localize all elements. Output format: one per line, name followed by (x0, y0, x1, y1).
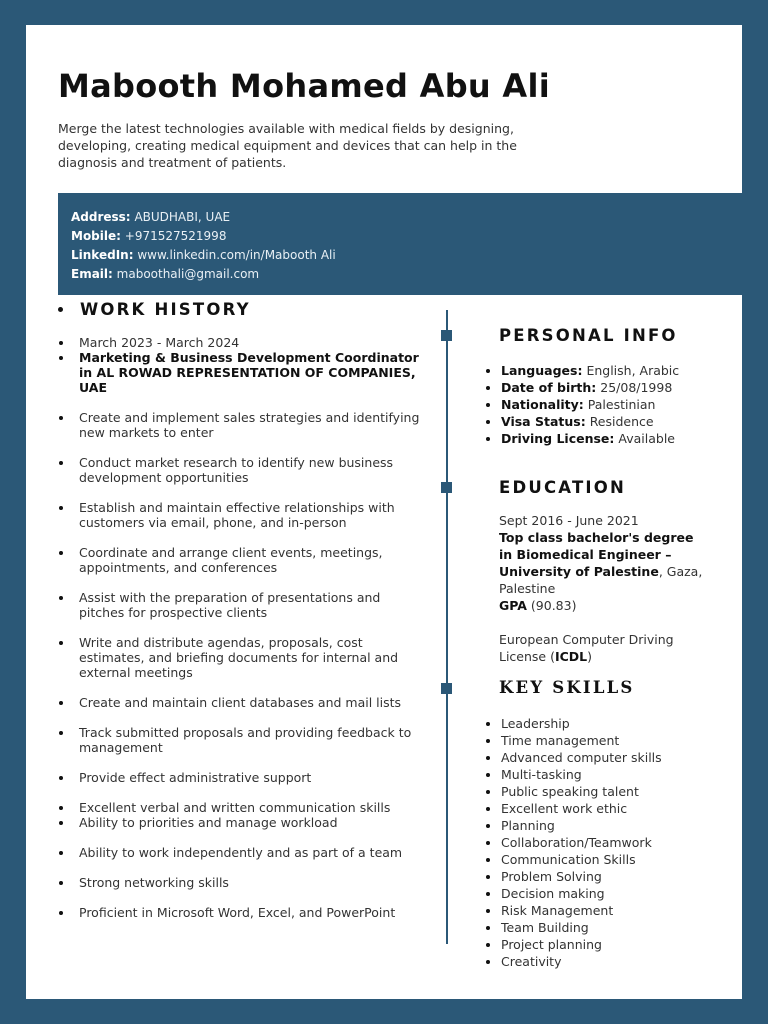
contact-value: ABUDHABI, UAE (134, 210, 231, 224)
timeline-line (446, 310, 448, 944)
linkedin-link[interactable]: www.linkedin.com/in/Mabooth Ali (137, 248, 336, 262)
skill-item: Communication Skills (473, 851, 703, 868)
education-section (473, 478, 703, 665)
email-link[interactable]: maboothali@gmail.com (116, 267, 260, 281)
skill-item: Collaboration/Teamwork (473, 834, 703, 851)
personal-info-label: Nationality: (501, 397, 584, 412)
skill-item: Advanced computer skills (473, 749, 703, 766)
work-history-item: Track submitted proposals and providing feedback to management (58, 725, 420, 755)
work-history-item: Marketing & Business Development Coordinator in AL ROWAD REPRESENTATION OF COMPANIES, UAE (58, 350, 420, 395)
section-marker-icon (441, 330, 452, 341)
skill-item: Leadership (473, 715, 703, 732)
cert-prefix: European Computer Driving License ( (499, 632, 674, 664)
cert-suffix: ) (587, 649, 593, 664)
work-history-item: Establish and maintain effective relationships with customers via email, phone, and in-person (58, 500, 420, 530)
contact-linkedin (71, 246, 742, 265)
full-name: Mabooth Mohamed Abu Ali (58, 67, 551, 105)
personal-info-item (473, 379, 703, 396)
personal-info-item (473, 430, 703, 447)
bullet-icon (58, 307, 63, 312)
work-history-item: Ability to work independently and as part of a team (58, 845, 420, 860)
key-skills-list (473, 715, 703, 970)
skill-item: Creativity (473, 953, 703, 970)
work-history-list (58, 335, 420, 920)
skill-item: Planning (473, 817, 703, 834)
personal-info-value: English, Arabic (586, 363, 680, 378)
skill-item: Risk Management (473, 902, 703, 919)
section-marker-icon (441, 482, 452, 493)
section-marker-icon (441, 683, 452, 694)
personal-info-value: Residence (589, 414, 654, 429)
contact-address (71, 208, 742, 227)
contact-label: Mobile: (71, 229, 121, 243)
personal-info-value: Palestinian (587, 397, 656, 412)
work-history-item: Conduct market research to identify new business development opportunities (58, 455, 420, 485)
work-history-heading (58, 300, 420, 319)
skill-item: Multi-tasking (473, 766, 703, 783)
skill-item: Team Building (473, 919, 703, 936)
work-history-item: Create and implement sales strategies and identifying new markets to enter (58, 410, 420, 440)
skill-item: Problem Solving (473, 868, 703, 885)
contact-band (58, 193, 742, 295)
work-history-title: WORK HISTORY (80, 300, 251, 319)
contact-label: Email: (71, 267, 113, 281)
work-history-item: Create and maintain client databases and mail lists (58, 695, 420, 710)
skill-item: Excellent work ethic (473, 800, 703, 817)
gpa-label: GPA (499, 598, 527, 613)
personal-info-item (473, 396, 703, 413)
skill-item: Public speaking talent (473, 783, 703, 800)
work-history-item: Excellent verbal and written communication skills (58, 800, 420, 815)
work-history-item: Provide effect administrative support (58, 770, 420, 785)
skill-item: Decision making (473, 885, 703, 902)
personal-info-item (473, 413, 703, 430)
personal-info-label: Visa Status: (501, 414, 586, 429)
contact-label: Address: (71, 210, 131, 224)
gpa-value: (90.83) (526, 598, 577, 613)
personal-info-section (473, 326, 703, 447)
personal-info-value: Available (618, 431, 675, 446)
education-location: , Gaza, Palestine (499, 564, 703, 596)
cert-name: ICDL (554, 649, 588, 664)
personal-info-title: PERSONAL INFO (499, 326, 678, 345)
work-history-section (58, 300, 420, 920)
education-degree-line (499, 529, 709, 597)
personal-info-label: Driving License: (501, 431, 615, 446)
personal-info-value: 25/08/1998 (600, 380, 673, 395)
education-dates: Sept 2016 - June 2021 (499, 513, 639, 528)
work-history-item: Strong networking skills (58, 875, 420, 890)
contact-mobile (71, 227, 742, 246)
work-history-item: Assist with the preparation of presentations and pitches for prospective clients (58, 590, 420, 620)
education-degree: Top class bachelor's degree in Biomedical Engineer – University of Palestine (499, 530, 694, 579)
work-history-item: March 2023 - March 2024 (58, 335, 420, 350)
summary: Merge the latest technologies available with medical fields by designing, developing, creating medical equipment and devices that can help in the diagnosis and treatment of patients. (58, 121, 517, 170)
personal-info-item (473, 362, 703, 379)
key-skills-title: KEY SKILLS (499, 678, 635, 697)
work-history-item: Proficient in Microsoft Word, Excel, and PowerPoint (58, 905, 420, 920)
personal-info-list (473, 362, 703, 447)
certification (499, 631, 709, 665)
key-skills-section (473, 678, 703, 970)
work-history-item: Ability to priorities and manage workload (58, 815, 420, 830)
personal-info-label: Date of birth: (501, 380, 597, 395)
education-gpa (499, 597, 709, 614)
contact-value: +971527521998 (124, 229, 227, 243)
skill-item: Project planning (473, 936, 703, 953)
education-entry (473, 512, 709, 665)
education-title: EDUCATION (499, 478, 626, 497)
personal-info-label: Languages: (501, 363, 583, 378)
work-history-item: Coordinate and arrange client events, meetings, appointments, and conferences (58, 545, 420, 575)
contact-email (71, 265, 742, 284)
contact-label: LinkedIn: (71, 248, 134, 262)
skill-item: Time management (473, 732, 703, 749)
work-history-item: Write and distribute agendas, proposals, cost estimates, and briefing documents for internal and external meetings (58, 635, 420, 680)
